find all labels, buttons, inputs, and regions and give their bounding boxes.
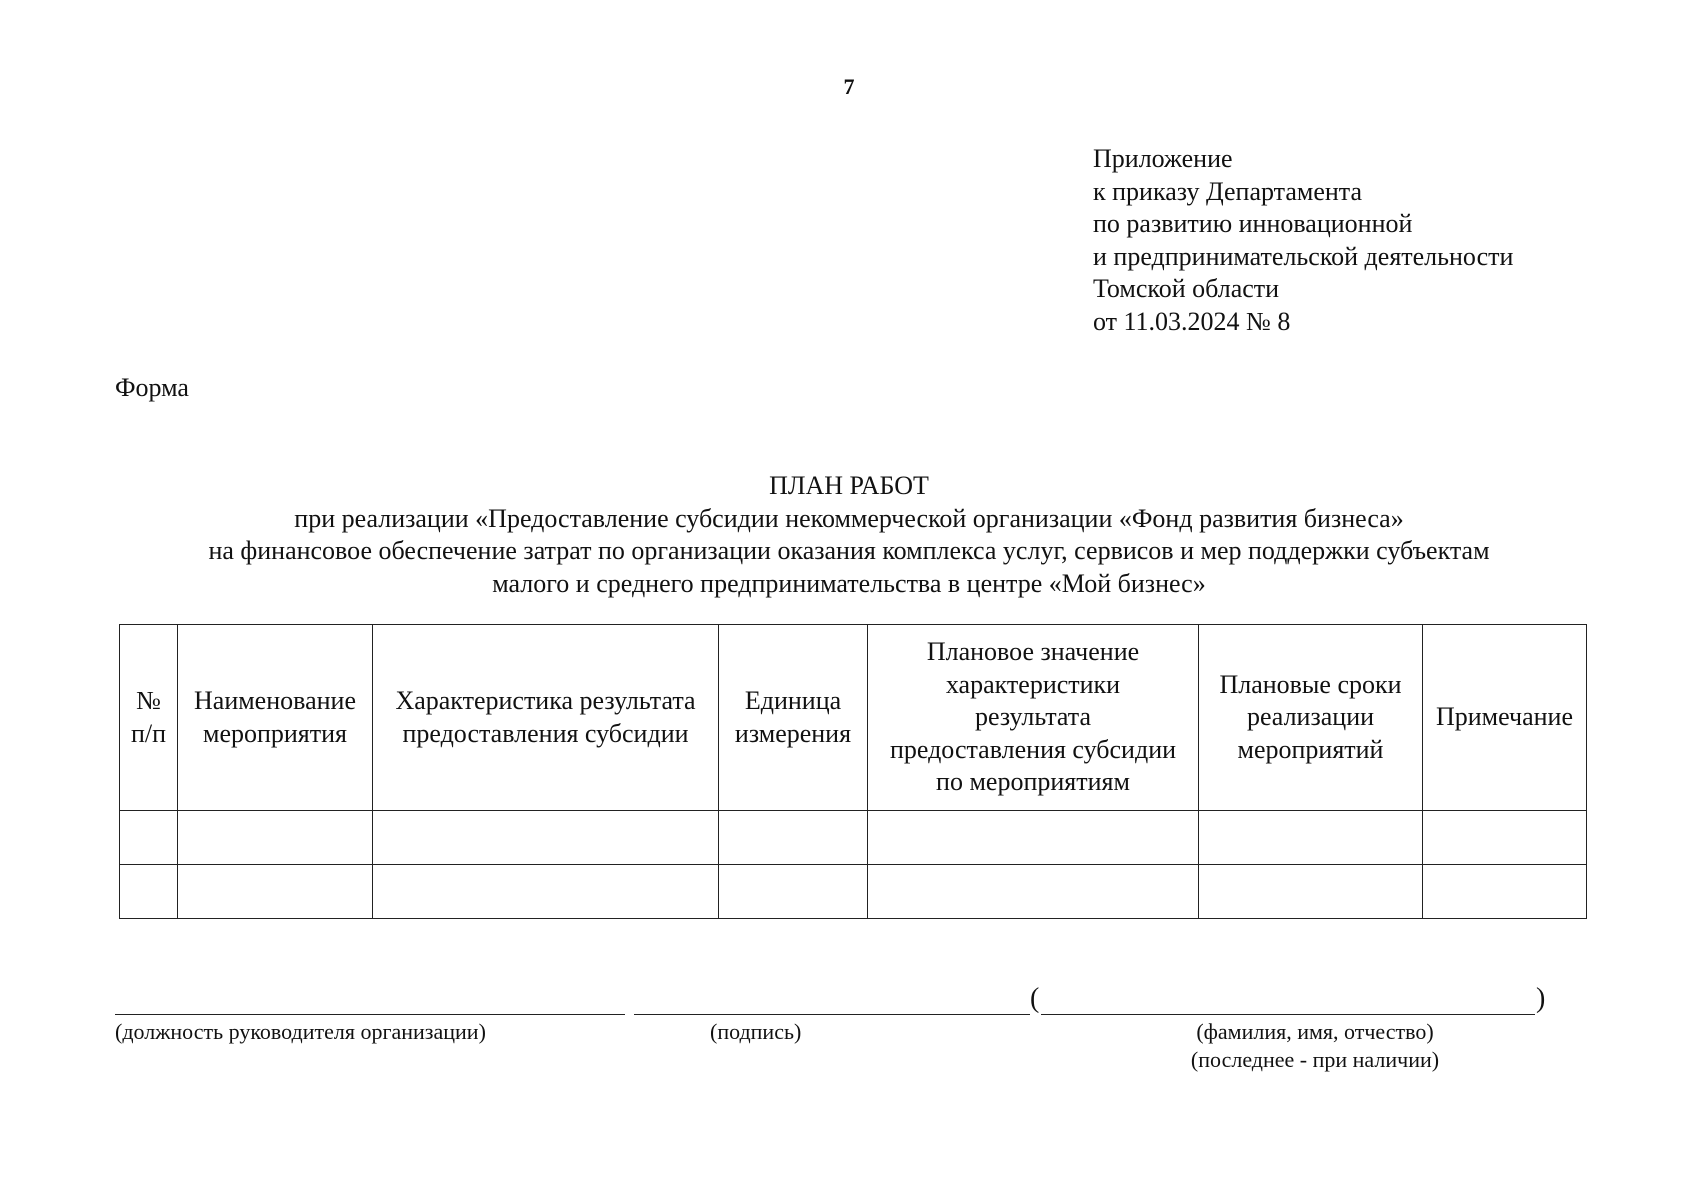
document-title — [0, 470, 1698, 600]
name-signature-line — [1041, 994, 1535, 1015]
signature-line — [634, 994, 1030, 1015]
table-cell — [373, 811, 719, 865]
appendix-line: и предпринимательской деятельности — [1093, 241, 1514, 271]
table-cell — [719, 865, 868, 919]
table-cell — [120, 811, 178, 865]
position-caption: (должность руководителя организации) — [115, 1019, 486, 1044]
column-header-planned-value: Плановое значение характеристики результата предоставления субсидии по мероприятиям — [868, 625, 1199, 811]
position-signature-line — [115, 994, 625, 1015]
form-label: Форма — [115, 373, 189, 402]
name-open-paren: ( — [1030, 983, 1040, 1014]
page-number: 7 — [843, 74, 855, 99]
title-line: при реализации «Предоставление субсидии некоммерческой организации «Фонд развития бизнеса» — [294, 503, 1404, 533]
name-caption — [1170, 1018, 1460, 1074]
column-header-note: Примечание — [1423, 625, 1587, 811]
table-cell — [719, 811, 868, 865]
name-caption-line: (фамилия, имя, отчество) — [1196, 1019, 1434, 1044]
table-cell — [178, 811, 373, 865]
title-line: на финансовое обеспечение затрат по организации оказания комплекса услуг, сервисов и мер поддержки субъектам — [208, 536, 1490, 565]
title-line: малого и среднего предпринимательства в центре «Мой бизнес» — [492, 568, 1206, 598]
column-header-event-name: Наименование мероприятия — [178, 625, 373, 811]
table-cell — [1199, 865, 1423, 919]
table-cell — [868, 865, 1199, 919]
appendix-line: от 11.03.2024 № 8 — [1093, 306, 1291, 336]
table-cell — [178, 865, 373, 919]
appendix-line: к приказу Департамента — [1093, 176, 1363, 206]
column-header-result-characteristic: Характеристика результата предоставления субсидии — [373, 625, 719, 811]
table-cell — [1199, 811, 1423, 865]
table-cell — [373, 865, 719, 919]
appendix-block — [1093, 143, 1513, 338]
appendix-line: Томской области — [1093, 274, 1280, 303]
column-header-unit: Единица измерения — [719, 625, 868, 811]
column-header-number: № п/п — [120, 625, 178, 811]
name-caption-line: (последнее - при наличии) — [1190, 1047, 1440, 1072]
appendix-line: по развитию инновационной — [1093, 209, 1413, 238]
table-cell — [1423, 811, 1587, 865]
plan-table — [119, 624, 1587, 919]
table-header-row — [120, 625, 1587, 811]
table-row — [120, 811, 1587, 865]
appendix-line: Приложение — [1093, 144, 1233, 173]
table-cell — [868, 811, 1199, 865]
title-heading: ПЛАН РАБОТ — [769, 471, 929, 500]
signature-caption: (подпись) — [710, 1019, 802, 1044]
table-cell — [120, 865, 178, 919]
column-header-planned-dates: Плановые сроки реализации мероприятий — [1199, 625, 1423, 811]
name-close-paren: ) — [1536, 983, 1546, 1014]
table-cell — [1423, 865, 1587, 919]
table-row — [120, 865, 1587, 919]
